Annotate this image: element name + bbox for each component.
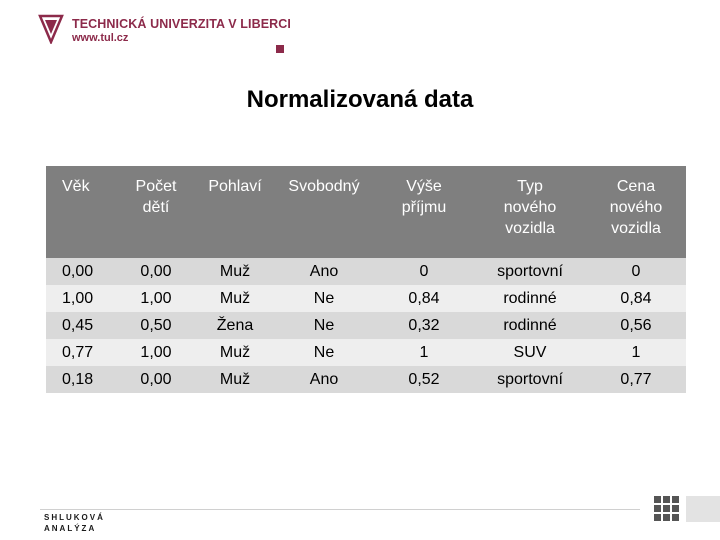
slide-title: Normalizovaná data [246,86,474,113]
cell-vehicle-price: 0 [586,258,686,285]
footer-divider [40,509,640,510]
cell-children: 1,00 [116,285,196,312]
table-header-row [46,166,686,258]
cell-vehicle-price: 1 [586,339,686,366]
table-row [46,285,686,312]
cell-children: 1,00 [116,339,196,366]
header-gender: Pohlaví [196,166,274,258]
university-logo [38,14,291,44]
cell-age: 0,18 [46,366,116,393]
university-url[interactable]: www.tul.cz [72,32,129,44]
cell-vehicle-type: sportovní [474,258,586,285]
cell-single: Ne [274,312,374,339]
cell-age: 0,00 [46,258,116,285]
footer-corner-bar [686,496,720,522]
cell-single: Ano [274,258,374,285]
cell-single: Ne [274,285,374,312]
cell-age: 0,45 [46,312,116,339]
cell-gender: Muž [196,285,274,312]
header-children-count: Počet dětí [116,166,196,258]
table-row [46,258,686,285]
table-row [46,366,686,393]
cell-vehicle-price: 0,77 [586,366,686,393]
cell-single: Ne [274,339,374,366]
cell-gender: Muž [196,366,274,393]
cell-income: 0 [374,258,474,285]
cell-vehicle-type: rodinné [474,285,586,312]
logo-accent-square [276,45,284,53]
cell-children: 0,00 [116,366,196,393]
cell-income: 0,32 [374,312,474,339]
cell-vehicle-type: SUV [474,339,586,366]
cell-vehicle-type: sportovní [474,366,586,393]
footer-section-label: SHLUKOVÁ ANALÝZA [44,513,105,533]
header-vehicle-type: Typ nového vozidla [474,166,586,258]
cell-gender: Muž [196,339,274,366]
grid-icon [654,496,680,522]
tul-emblem-icon [38,14,64,44]
normalized-data-table [46,166,686,393]
cell-income: 0,84 [374,285,474,312]
header-single: Svobodný [274,166,374,258]
cell-income: 0,52 [374,366,474,393]
university-name: TECHNICKÁ UNIVERZITA V LIBERCI [72,17,291,31]
header-age: Věk [46,166,116,258]
header-income: Výše příjmu [374,166,474,258]
cell-gender: Žena [196,312,274,339]
cell-income: 1 [374,339,474,366]
cell-vehicle-price: 0,56 [586,312,686,339]
header-vehicle-price: Cena nového vozidla [586,166,686,258]
cell-age: 0,77 [46,339,116,366]
cell-age: 1,00 [46,285,116,312]
table-row [46,339,686,366]
cell-children: 0,50 [116,312,196,339]
table-row [46,312,686,339]
cell-vehicle-type: rodinné [474,312,586,339]
cell-children: 0,00 [116,258,196,285]
cell-gender: Muž [196,258,274,285]
cell-single: Ano [274,366,374,393]
cell-vehicle-price: 0,84 [586,285,686,312]
